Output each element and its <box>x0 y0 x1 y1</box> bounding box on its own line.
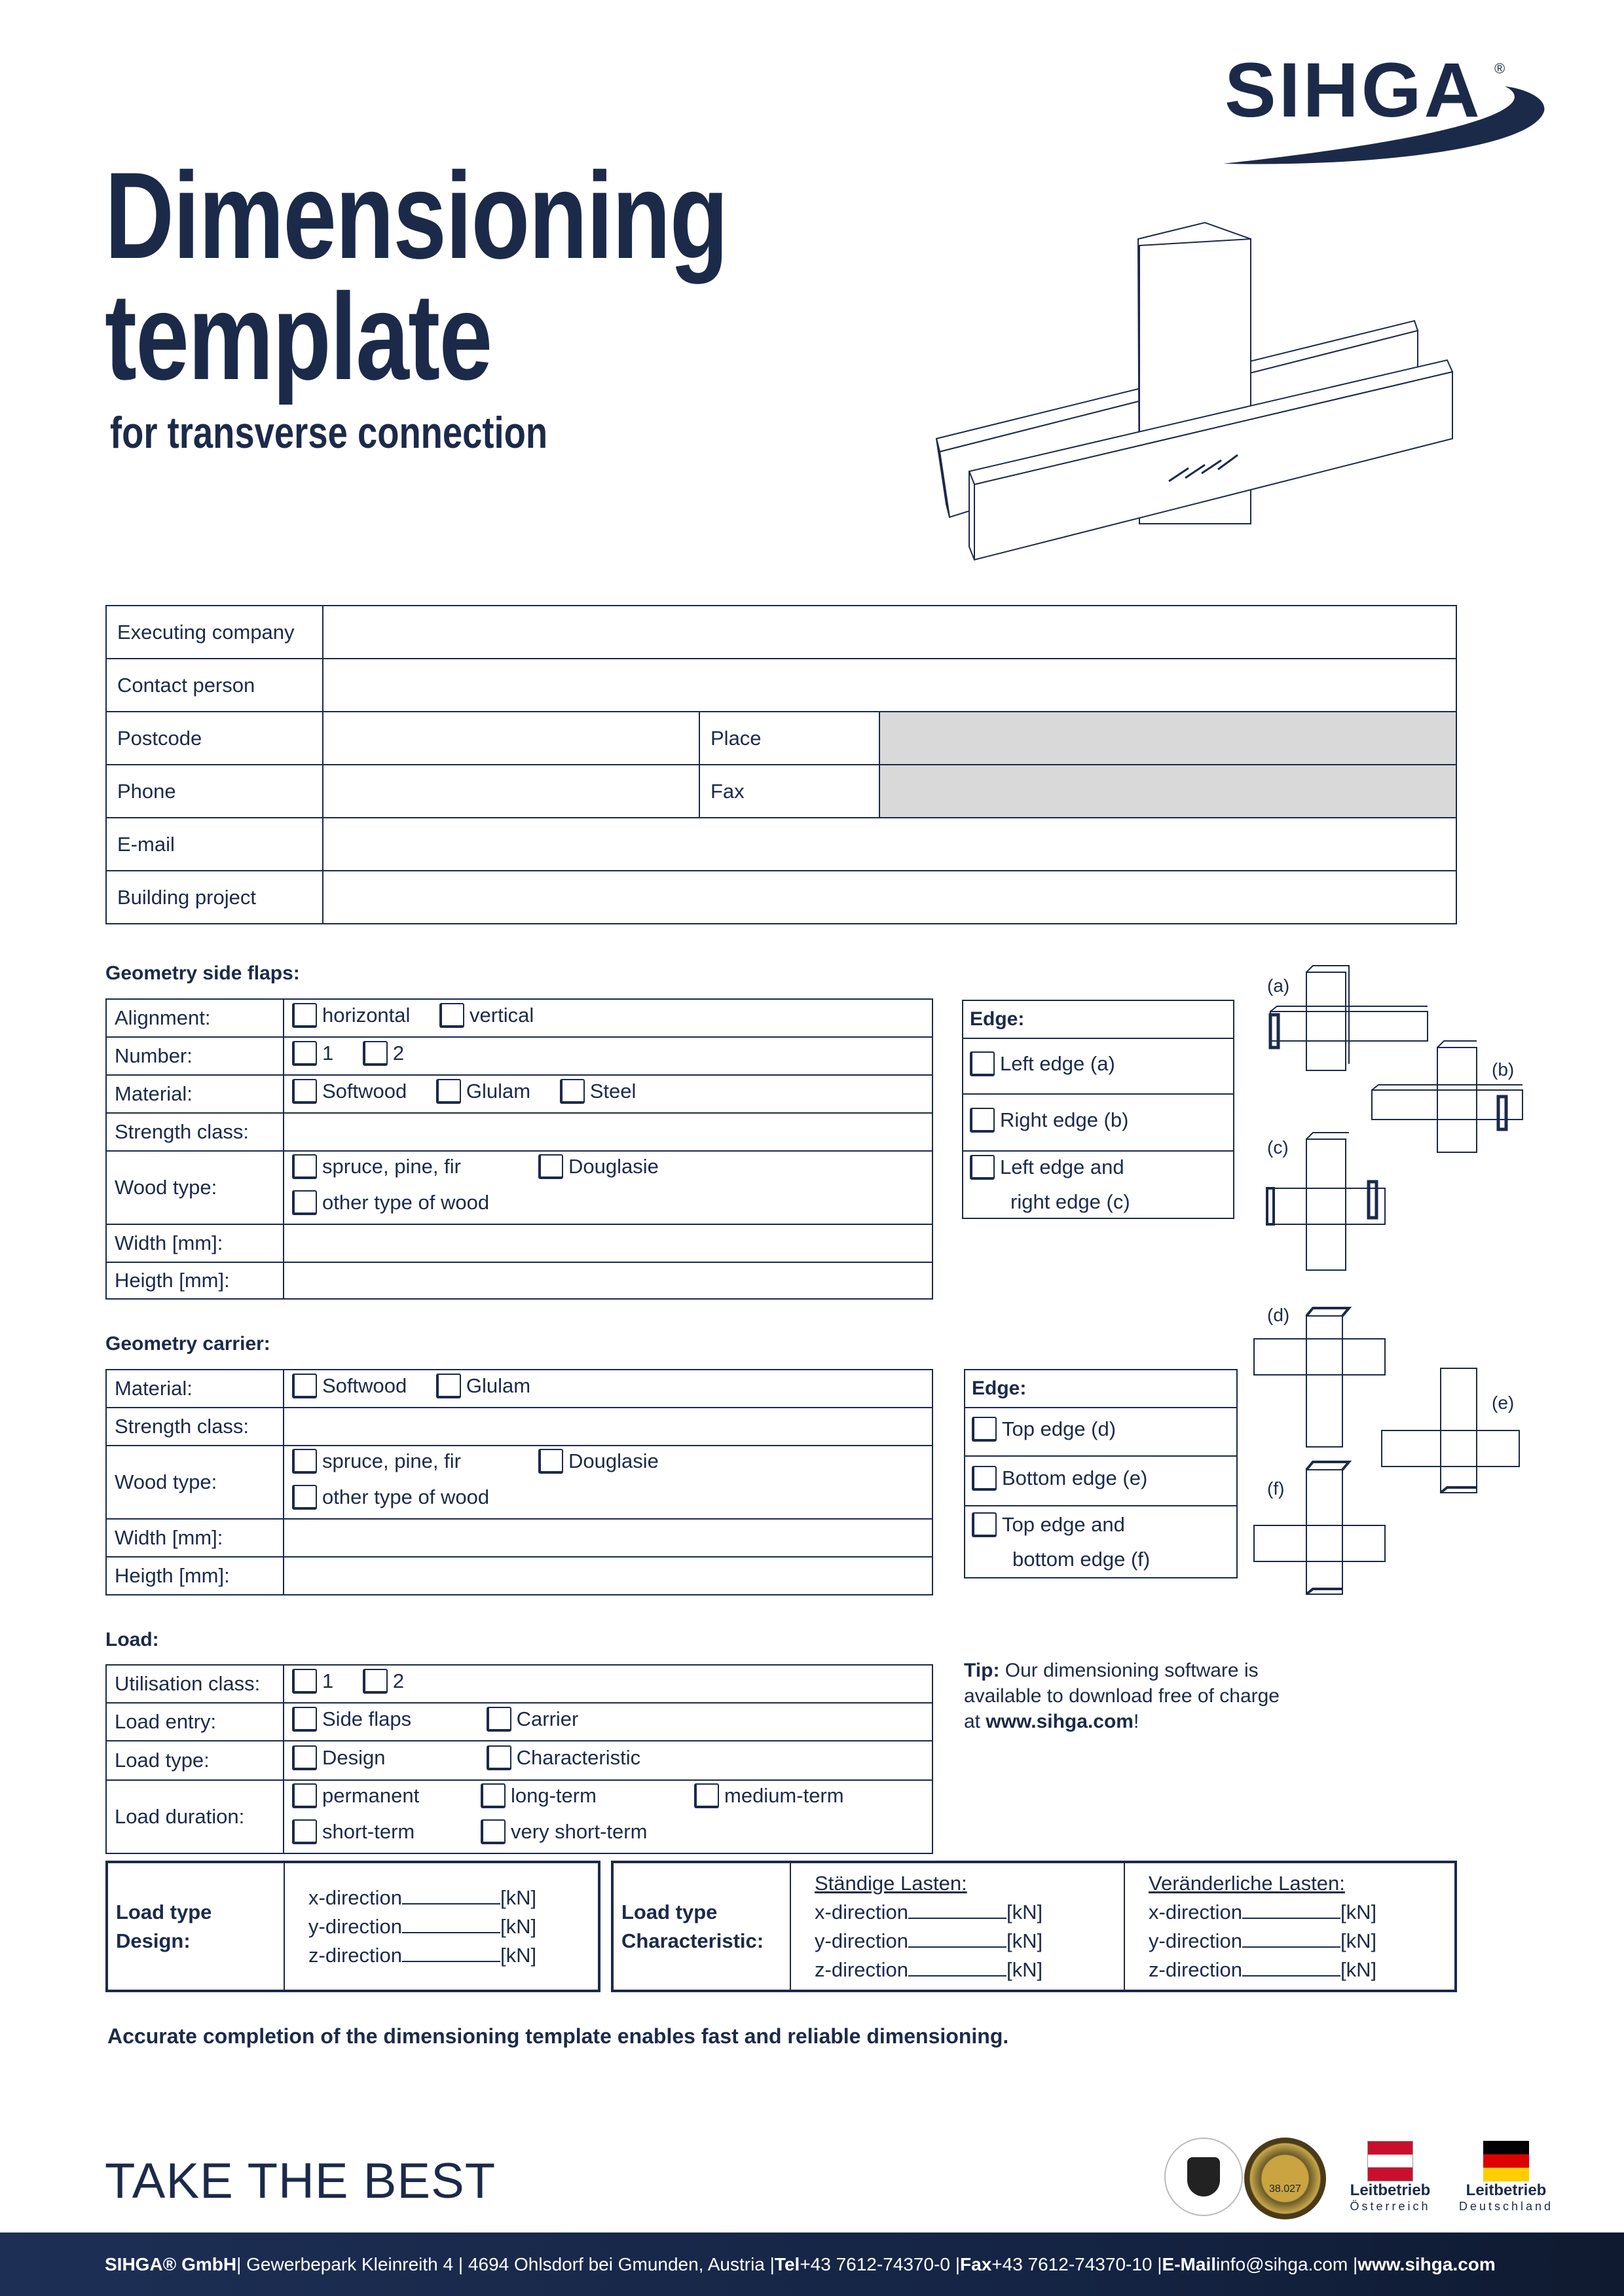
characteristic-label: Characteristic <box>516 1746 641 1769</box>
spruce-checkbox[interactable] <box>292 1152 515 1182</box>
variable-loads-heading: Veränderliche Lasten: <box>1149 1871 1345 1895</box>
left-right-edge-checkbox[interactable] <box>970 1153 1124 1182</box>
number-2-checkbox[interactable] <box>363 1041 404 1066</box>
tip-line3: at <box>964 1711 986 1732</box>
phone-field[interactable] <box>323 765 699 818</box>
carrier-heading: Geometry carrier: <box>105 1333 270 1355</box>
page-subtitle: for transverse connection <box>110 408 548 458</box>
carrier-strength-class-field[interactable] <box>284 1408 932 1446</box>
wood-type-label: Wood type: <box>106 1151 284 1224</box>
number-label: Number: <box>106 1037 284 1075</box>
permanent-loads-heading: Ständige Lasten: <box>815 1871 967 1895</box>
contact-info-table <box>105 605 1457 924</box>
carrier-wood-type-label: Wood type: <box>106 1446 284 1519</box>
place-label: Place <box>699 712 879 765</box>
footer-web-link[interactable]: www.sihga.com <box>1357 2253 1496 2274</box>
leitbetrieb-label-2: Leitbetrieb <box>1466 2181 1547 2199</box>
top-bottom-edge-checkbox[interactable] <box>972 1510 1125 1539</box>
email-label: E-mail <box>106 818 323 871</box>
completion-note: Accurate completion of the dimensioning template enables fast and reliable dimensioning. <box>107 2024 1009 2048</box>
glulam-checkbox[interactable] <box>436 1079 530 1104</box>
load-design-box <box>105 1861 600 1992</box>
permanent-label: permanent <box>322 1784 420 1807</box>
other-wood-checkbox[interactable] <box>292 1188 489 1218</box>
diagram-e-label: (e) <box>1492 1393 1515 1413</box>
utilisation-class-label: Utilisation class: <box>106 1665 284 1703</box>
load-entry-label: Load entry: <box>106 1703 284 1741</box>
footer-address: | Gewerbepark Kleinreith 4 | 4694 Ohlsdorf bei Gmunden, Austria | <box>236 2253 775 2274</box>
logo-swoosh <box>1217 85 1564 177</box>
executing-company-field[interactable] <box>323 606 1456 659</box>
diagram-d-label: (d) <box>1267 1305 1290 1325</box>
carrier-height-label: Heigth [mm]: <box>106 1557 284 1595</box>
vertical-label: vertical <box>470 1004 534 1027</box>
carrier-softwood-label: Softwood <box>322 1374 407 1397</box>
left-edge-label: Left edge (a) <box>1000 1051 1115 1075</box>
steel-label: Steel <box>589 1080 637 1102</box>
page-title-line1: Dimensioning <box>105 147 728 284</box>
austrian-eagle-seal-icon <box>1164 2138 1243 2216</box>
tip-label: Tip: <box>964 1660 1000 1681</box>
var-z-field[interactable]: z-direction [kN] <box>1149 1958 1377 1981</box>
contact-person-field[interactable] <box>323 659 1456 712</box>
footer-fax-label: Fax <box>960 2253 992 2274</box>
design-checkbox[interactable] <box>292 1745 457 1770</box>
utilisation-2-checkbox[interactable] <box>363 1669 404 1694</box>
carrier-spruce-checkbox[interactable] <box>292 1446 515 1476</box>
characteristic-checkbox[interactable] <box>487 1745 641 1770</box>
quality-seal-icon <box>1244 2138 1326 2219</box>
footer-bar <box>0 2232 1624 2296</box>
side-flaps-table <box>105 998 933 1300</box>
footer-email-link[interactable]: info@sihga.com | <box>1216 2253 1358 2274</box>
carrier-material-label: Material: <box>106 1370 284 1408</box>
edge-carrier-table <box>964 1369 1238 1578</box>
very-short-term-label: very short-term <box>511 1820 648 1843</box>
leitbetrieb-austria-badge <box>1335 2141 1446 2214</box>
strength-class-field[interactable] <box>284 1113 932 1151</box>
postcode-field[interactable] <box>323 712 699 765</box>
carrier-glulam-label: Glulam <box>466 1374 531 1397</box>
footer-tel: +43 7612-74370-0 | <box>800 2253 961 2274</box>
diagram-c-label: (c) <box>1267 1137 1289 1157</box>
footer-company: SIHGA® GmbH <box>105 2253 237 2274</box>
diagram-f-label: (f) <box>1267 1478 1285 1499</box>
carrier-strength-class-label: Strength class: <box>106 1408 284 1446</box>
carrier-spruce-label: spruce, pine, fir <box>322 1449 461 1472</box>
perm-x-field[interactable]: x-direction [kN] <box>815 1900 1043 1923</box>
carrier-checkbox[interactable] <box>487 1707 579 1732</box>
germany-flag-icon <box>1483 2141 1529 2181</box>
phone-label: Phone <box>106 765 323 818</box>
short-term-label: short-term <box>322 1820 415 1843</box>
design-y-field[interactable]: y-direction [kN] <box>308 1914 537 1938</box>
carrier-other-wood-label: other type of wood <box>322 1485 490 1508</box>
page-title-line2: template <box>105 268 492 405</box>
side-flaps-label: Side flaps <box>322 1707 412 1730</box>
fax-field[interactable] <box>879 765 1456 818</box>
design-label: Design <box>322 1746 386 1769</box>
leitbetrieb-label-1: Leitbetrieb <box>1350 2181 1431 2199</box>
carrier-width-label: Width [mm]: <box>106 1519 284 1557</box>
load-table <box>105 1664 933 1854</box>
spruce-label: spruce, pine, fir <box>322 1155 461 1178</box>
diagram-b <box>1372 1041 1522 1152</box>
top-bottom-edge-label: Top edge and <box>1002 1512 1125 1536</box>
height-label: Heigth [mm]: <box>106 1262 284 1299</box>
transverse-connection-illustration <box>930 216 1460 563</box>
softwood-checkbox[interactable] <box>292 1079 407 1104</box>
leitbetrieb-germany-badge <box>1450 2141 1562 2214</box>
carrier-height-field[interactable] <box>284 1557 932 1595</box>
medium-term-label: medium-term <box>724 1784 844 1807</box>
load-type-label: Load type: <box>106 1741 284 1780</box>
germany-label: Deutschland <box>1458 2200 1554 2213</box>
tip-end: ! <box>1133 1711 1139 1732</box>
carrier-table <box>105 1369 933 1595</box>
tip-line1: Our dimensioning software is <box>999 1660 1259 1681</box>
perm-z-field[interactable]: z-direction [kN] <box>815 1958 1043 1981</box>
very-short-term-checkbox[interactable] <box>481 1817 647 1847</box>
material-label: Material: <box>106 1075 284 1113</box>
diagram-e <box>1382 1368 1519 1493</box>
diagram-a <box>1270 966 1428 1070</box>
load-char-label-2: Characteristic: <box>621 1929 764 1952</box>
load-design-label-1: Load type <box>116 1900 212 1923</box>
seal-number: 38.027 <box>1269 2183 1301 2195</box>
carrier-douglasie-checkbox[interactable] <box>538 1446 659 1476</box>
steel-checkbox[interactable] <box>560 1079 637 1104</box>
executing-company-label: Executing company <box>106 606 323 659</box>
slogan: TAKE THE BEST <box>105 2153 496 2209</box>
austria-flag-icon <box>1367 2141 1413 2181</box>
right-edge-checkbox[interactable] <box>970 1108 1128 1133</box>
softwood-label: Softwood <box>322 1080 407 1102</box>
diagram-a-label: (a) <box>1267 975 1290 996</box>
top-edge-label: Top edge (d) <box>1002 1417 1116 1440</box>
email-field[interactable] <box>323 818 1456 871</box>
var-x-field[interactable]: x-direction [kN] <box>1149 1900 1377 1923</box>
horizontal-label: horizontal <box>322 1004 411 1027</box>
strength-class-label: Strength class: <box>106 1113 284 1151</box>
height-field[interactable] <box>284 1262 932 1299</box>
design-x-field[interactable]: x-direction [kN] <box>308 1886 537 1909</box>
width-field[interactable] <box>284 1224 932 1262</box>
place-field[interactable] <box>879 712 1456 765</box>
carrier-label: Carrier <box>516 1707 579 1730</box>
edge-heading: Edge: <box>963 1000 1234 1038</box>
glulam-label: Glulam <box>466 1080 531 1102</box>
carrier-width-field[interactable] <box>284 1519 932 1557</box>
building-project-field[interactable] <box>323 871 1456 924</box>
utilisation-1-label: 1 <box>322 1669 334 1692</box>
contact-person-label: Contact person <box>106 659 323 712</box>
alignment-label: Alignment: <box>106 999 284 1037</box>
top-bottom-edge-label-2: bottom edge (f) <box>1012 1547 1151 1571</box>
number-2-label: 2 <box>392 1042 405 1065</box>
fax-label: Fax <box>699 765 879 818</box>
austria-label: Österreich <box>1350 2200 1431 2213</box>
perm-y-field[interactable]: y-direction [kN] <box>815 1929 1043 1952</box>
side-flaps-heading: Geometry side flaps: <box>105 962 300 984</box>
footer-tel-label: Tel <box>774 2253 800 2274</box>
footer-fax: +43 7612-74370-10 | <box>991 2253 1162 2274</box>
diagram-d <box>1254 1308 1385 1447</box>
medium-term-checkbox[interactable] <box>694 1781 844 1811</box>
carrier-glulam-checkbox[interactable] <box>436 1374 530 1398</box>
douglasie-label: Douglasie <box>568 1155 659 1178</box>
var-y-field[interactable]: y-direction [kN] <box>1149 1929 1377 1952</box>
sihga-logo <box>1225 46 1565 177</box>
sihga-link[interactable]: www.sihga.com <box>986 1711 1134 1732</box>
edge2-heading: Edge: <box>965 1370 1237 1408</box>
number-1-label: 1 <box>322 1042 334 1065</box>
bottom-edge-label: Bottom edge (e) <box>1002 1467 1148 1489</box>
building-project-label: Building project <box>106 871 323 924</box>
edge-diagrams-abc <box>1257 962 1532 1277</box>
left-right-edge-label-2: right edge (c) <box>1010 1190 1130 1213</box>
postcode-label: Postcode <box>106 712 323 765</box>
load-char-label-1: Load type <box>621 1900 718 1923</box>
tip-line2: available to download free of charge <box>964 1685 1280 1707</box>
left-edge-checkbox[interactable] <box>970 1051 1115 1076</box>
short-term-checkbox[interactable] <box>292 1817 457 1847</box>
bottom-edge-checkbox[interactable] <box>972 1466 1147 1491</box>
carrier-other-wood-checkbox[interactable] <box>292 1482 489 1512</box>
utilisation-2-label: 2 <box>392 1669 405 1692</box>
horizontal-checkbox[interactable] <box>292 1003 410 1028</box>
douglasie-checkbox[interactable] <box>538 1152 659 1182</box>
logo-registered: ® <box>1494 60 1505 77</box>
load-heading: Load: <box>105 1629 159 1650</box>
footer-mail-label: E-Mail <box>1162 2253 1217 2274</box>
carrier-softwood-checkbox[interactable] <box>292 1374 407 1398</box>
load-duration-label: Load duration: <box>106 1780 284 1853</box>
side-flaps-checkbox[interactable] <box>292 1707 457 1732</box>
width-label: Width [mm]: <box>106 1224 284 1262</box>
edge-diagrams-def <box>1244 1303 1532 1604</box>
vertical-checkbox[interactable] <box>439 1003 534 1028</box>
left-right-edge-label: Left edge and <box>1000 1156 1124 1178</box>
diagram-b-label: (b) <box>1492 1059 1515 1080</box>
edge-side-flaps-table <box>962 1000 1234 1219</box>
tip-text <box>964 1658 1280 1734</box>
right-edge-label: Right edge (b) <box>1000 1108 1129 1131</box>
number-1-checkbox[interactable] <box>292 1041 333 1066</box>
other-wood-label: other type of wood <box>322 1191 490 1214</box>
long-term-checkbox[interactable] <box>481 1781 671 1811</box>
carrier-douglasie-label: Douglasie <box>568 1449 659 1472</box>
load-design-label-2: Design: <box>116 1929 191 1952</box>
logo-text: SIHGA <box>1225 47 1483 134</box>
top-edge-checkbox[interactable] <box>972 1417 1116 1442</box>
utilisation-1-checkbox[interactable] <box>292 1669 333 1694</box>
permanent-checkbox[interactable] <box>292 1781 457 1811</box>
long-term-label: long-term <box>511 1784 597 1807</box>
load-characteristic-box <box>611 1861 1457 1992</box>
design-z-field[interactable]: z-direction [kN] <box>308 1943 537 1967</box>
